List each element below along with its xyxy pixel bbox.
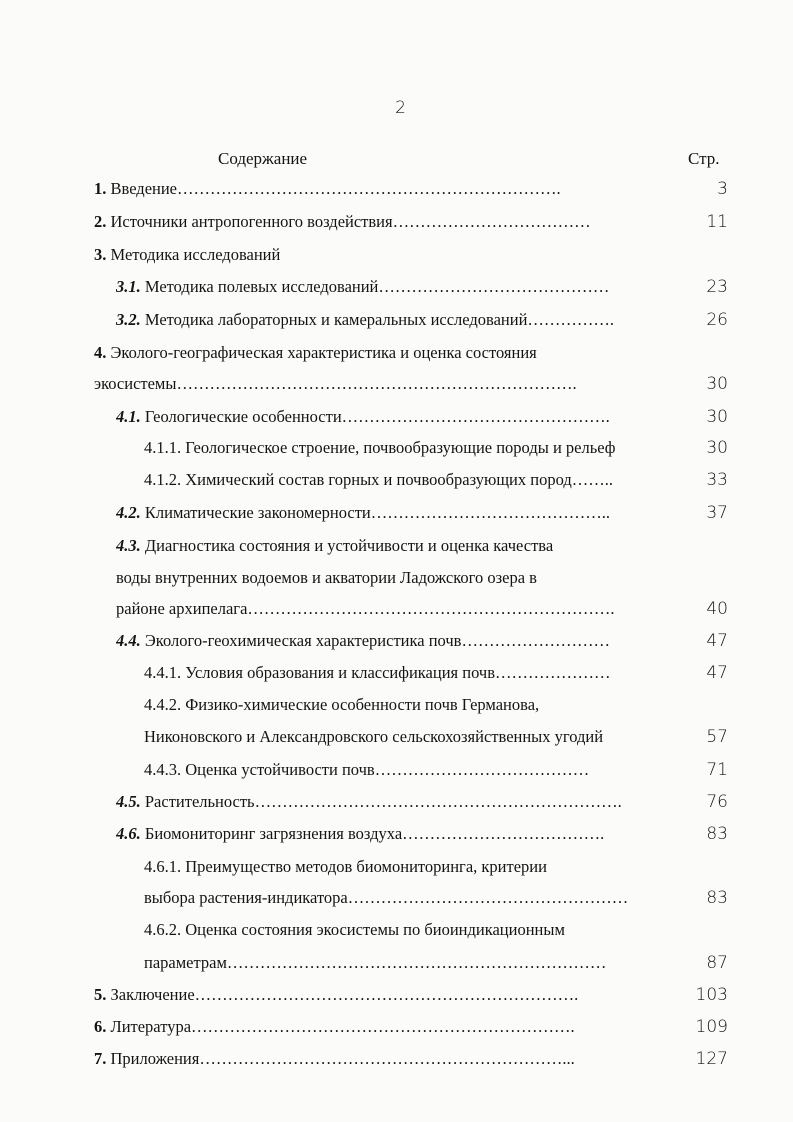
- toc-entry: [144, 855, 684, 879]
- toc-entry-page: 37: [706, 503, 728, 523]
- toc-entry-title: экосистемы: [94, 374, 177, 393]
- toc-entry-page: 47: [706, 663, 728, 683]
- toc-entry-page: 83: [706, 888, 728, 908]
- toc-entry-number: 4.: [94, 343, 111, 362]
- toc-entry-title: Растительность: [144, 792, 255, 811]
- toc-entry: [116, 501, 684, 525]
- toc-leader-dots: …………….: [527, 310, 615, 329]
- toc-entry-title: параметрам: [144, 953, 227, 972]
- toc-entry-title: Геологические особенности: [144, 407, 342, 426]
- toc-leader-dots: ……………………………………………: [347, 888, 629, 907]
- toc-entry-title: Источники антропогенного воздействия: [110, 212, 393, 231]
- toc-entry-title: 4.6.1. Преимущество методов биомониторинга, критерии: [144, 857, 547, 876]
- toc-entry: [116, 566, 684, 590]
- page-number: 2: [395, 98, 406, 118]
- toc-leader-dots: ………………………………………….: [341, 407, 610, 426]
- toc-leader-dots: ……………………………………: [378, 277, 610, 296]
- toc-entry: [144, 951, 684, 975]
- toc-entry-title: Эколого-географическая характеристика и оценка состояния: [110, 343, 537, 362]
- toc-entry-page: 87: [706, 953, 728, 973]
- toc-entry-title: Никоновского и Александровского сельскохозяйственных угодий: [144, 727, 604, 746]
- toc-entry: [116, 790, 684, 814]
- toc-entry-title: Эколого-геохимическая характеристика почв: [144, 631, 462, 650]
- toc-leader-dots: …………………: [495, 663, 611, 682]
- toc-entry: [116, 597, 684, 621]
- toc-entry: [144, 468, 684, 492]
- toc-entry: [116, 308, 684, 332]
- toc-entry: [94, 1015, 684, 1039]
- toc-entry: [144, 758, 684, 782]
- toc-entry-title: районе архипелага: [116, 599, 248, 618]
- toc-entry-number: 4.2.: [116, 503, 145, 522]
- toc-entry-number: 3.1.: [116, 277, 145, 296]
- toc-entry-page: 109: [695, 1017, 728, 1037]
- toc-entry-title: выбора растения-индикатора: [144, 888, 348, 907]
- toc-entry: [144, 436, 684, 460]
- toc-entry-number: 2.: [94, 212, 111, 231]
- toc-leader-dots: ………………………………………………………….: [254, 792, 622, 811]
- toc-entry-title: Заключение: [110, 985, 195, 1004]
- toc-entry: [116, 822, 684, 846]
- toc-entry-number: 4.4.: [116, 631, 145, 650]
- toc-entry-title: 4.1.2. Химический состав горных и почвообразующих пород: [144, 470, 572, 489]
- toc-entry-page: 3: [717, 179, 728, 199]
- toc-entry-number: 7.: [94, 1049, 111, 1068]
- toc-entry-page: 30: [706, 374, 728, 394]
- toc-entry-page: 33: [706, 470, 728, 490]
- toc-entry: [94, 177, 684, 201]
- toc-entry-page: 26: [706, 310, 728, 330]
- toc-entry-number: 4.1.: [116, 407, 145, 426]
- toc-entry: [116, 629, 684, 653]
- toc-entry-page: 40: [706, 599, 728, 619]
- toc-entry-page: 23: [706, 277, 728, 297]
- toc-entry-title: 4.4.1. Условия образования и классификация почв: [144, 663, 495, 682]
- toc-entry-page: 11: [706, 212, 728, 232]
- toc-entry-title: Климатические закономерности: [144, 503, 371, 522]
- toc-entry: [144, 693, 684, 717]
- toc-entry: [116, 405, 684, 429]
- toc-entry-title: 4.6.2. Оценка состояния экосистемы по биоиндикационным: [144, 920, 565, 939]
- toc-entry-title: Методика лабораторных и камеральных исследований: [144, 310, 528, 329]
- toc-entry-title: 4.4.2. Физико-химические особенности почв Германова,: [144, 695, 540, 714]
- toc-entry-page: 47: [706, 631, 728, 651]
- toc-entry-page: 30: [706, 438, 728, 458]
- toc-entry-number: 4.6.: [116, 824, 145, 843]
- toc-leader-dots: ……………………………………………………………: [226, 953, 607, 972]
- toc-entry-page: 127: [695, 1049, 728, 1069]
- toc-entry-title: Приложения: [110, 1049, 200, 1068]
- toc-title: Содержание: [218, 149, 308, 168]
- toc-leader-dots: …………………………………………………………….: [194, 985, 579, 1004]
- toc-entry-page: 71: [706, 760, 728, 780]
- toc-entry-number: 1.: [94, 179, 111, 198]
- toc-entry-page: 83: [706, 824, 728, 844]
- toc-entry: [144, 725, 684, 749]
- toc-entry: [116, 534, 684, 558]
- toc-entry-number: 3.: [94, 245, 111, 264]
- toc-leader-dots: …………………………………………………………...: [199, 1049, 575, 1068]
- toc-entry: [94, 983, 684, 1007]
- toc-leader-dots: ………………………: [461, 631, 610, 650]
- toc-leader-dots: ……………………………………………………………….: [176, 374, 577, 393]
- toc-entry-title: Методика исследований: [110, 245, 281, 264]
- toc-entry: [94, 243, 684, 267]
- toc-leader-dots: ……..: [571, 470, 613, 489]
- toc-entry-title: 4.4.3. Оценка устойчивости почв: [144, 760, 375, 779]
- toc-entry-page: 57: [706, 727, 728, 747]
- toc-leader-dots: …………………………………………………………….: [177, 179, 561, 198]
- toc-leader-dots: ………………………………: [392, 212, 591, 231]
- toc-entry: [94, 210, 684, 234]
- toc-entry: [144, 886, 684, 910]
- toc-entry-number: 5.: [94, 985, 111, 1004]
- toc-leader-dots: ……………………………….: [402, 824, 605, 843]
- toc-entry-page: 30: [706, 407, 728, 427]
- toc-entry: [116, 275, 684, 299]
- toc-leader-dots: …………………………………………………………….: [191, 1017, 575, 1036]
- toc-entry-title: Методика полевых исследований: [144, 277, 379, 296]
- toc-entry-number: 6.: [94, 1017, 111, 1036]
- toc-entry: [94, 1047, 684, 1071]
- toc-entry-page: 76: [706, 792, 728, 812]
- toc-entry-title: Введение: [110, 179, 178, 198]
- toc-entry: [144, 661, 684, 685]
- page-column-header: Стр.: [688, 149, 720, 168]
- toc-entry-number: 3.2.: [116, 310, 145, 329]
- toc-leader-dots: ……………………………………..: [370, 503, 611, 522]
- toc-entry-number: 4.5.: [116, 792, 145, 811]
- toc-entry-title: Диагностика состояния и устойчивости и оценка качества: [144, 536, 554, 555]
- toc-entry: [94, 341, 684, 365]
- toc-entry-title: 4.1.1. Геологическое строение, почвообразующие породы и рельеф: [144, 438, 616, 457]
- toc-entry-page: 103: [695, 985, 728, 1005]
- toc-entry-title: воды внутренних водоемов и акватории Ладожского озера в: [116, 568, 537, 587]
- toc-entry: [94, 372, 684, 396]
- toc-leader-dots: …………………………………: [374, 760, 590, 779]
- toc-entry: [144, 918, 684, 942]
- toc-entry-number: 4.3.: [116, 536, 145, 555]
- toc-entry-title: Биомониторинг загрязнения воздуха: [144, 824, 403, 843]
- toc-leader-dots: ………………………………………………………….: [247, 599, 615, 618]
- toc-entry-title: Литература: [110, 1017, 192, 1036]
